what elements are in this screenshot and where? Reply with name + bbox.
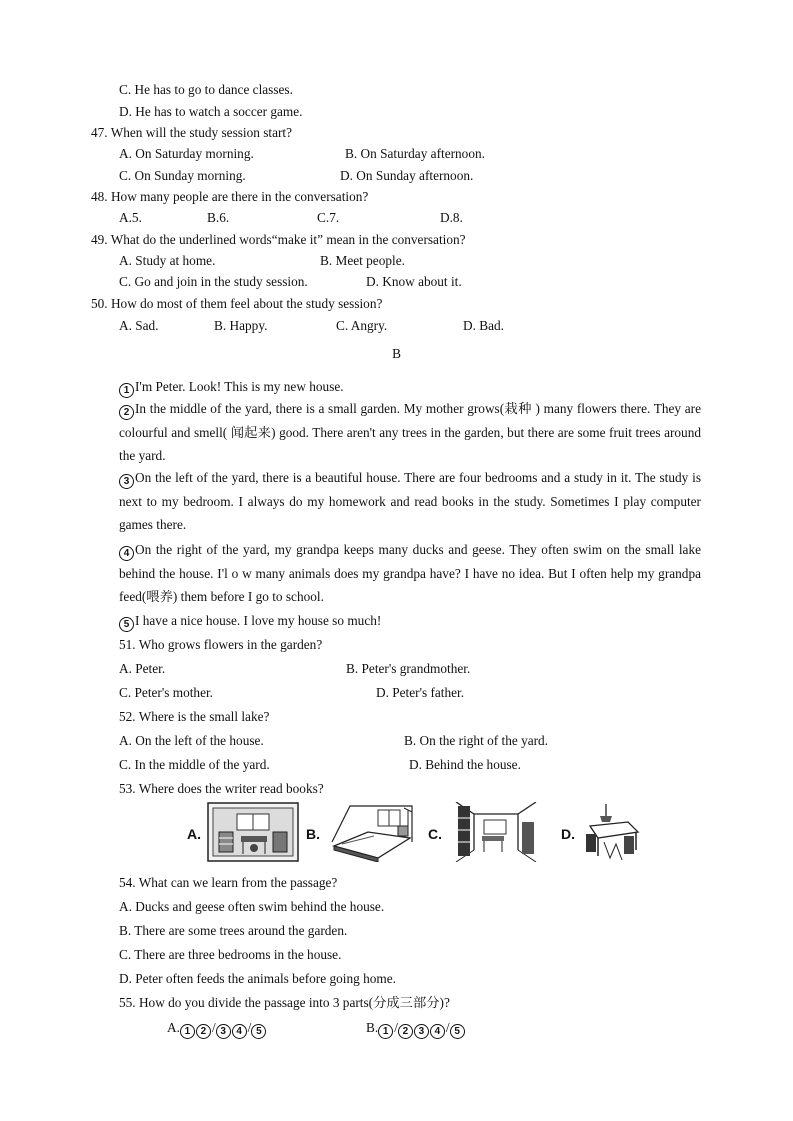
q50-stem: 50. How do most of them feel about the study session? [91,296,383,311]
q46-option-d: D. He has to watch a soccer game. [119,104,303,119]
q51-option-b: B. Peter's grandmother. [346,661,471,676]
passage-paragraph-2: 2 In the middle of the yard, there is a small garden. My mother grows(栽种 ) many flowers there. They are colourful and smell( 闻起来) good. There aren't any trees in the garden, but there are some fruit trees around the yard. [119,401,701,463]
paragraph-number-4: 4 [119,546,134,561]
q49-option-c: C. Go and join in the study session. [119,274,308,289]
q48-option-a: A.5. [119,210,142,225]
q51-option-a: A. Peter. [119,661,166,676]
q52-option-d: D. Behind the house. [409,757,521,772]
section-b-heading: B [392,346,401,361]
q51-stem: 51. Who grows flowers in the garden? [119,637,323,652]
q53-stem: 53. Where does the writer read books? [119,781,324,796]
q52-stem: 52. Where is the small lake? [119,709,270,724]
q51-option-c: C. Peter's mother. [119,685,213,700]
q47-option-d: D. On Sunday afternoon. [340,168,474,183]
q47-option-c: C. On Sunday morning. [119,168,246,183]
q55-option-b: B. 1 / 2 3 4 / 5 [366,1020,466,1039]
q53-label-b: B. [306,826,320,842]
q53-label-c: C. [428,826,442,842]
q54-option-c: C. There are three bedrooms in the house. [119,947,342,962]
q50-option-a: A. Sad. [119,318,159,333]
q52-option-c: C. In the middle of the yard. [119,757,270,772]
q54-stem: 54. What can we learn from the passage? [119,875,338,890]
q48-stem: 48. How many people are there in the conversation? [91,189,369,204]
q49-option-b: B. Meet people. [320,253,405,268]
q47-option-a: A. On Saturday morning. [119,146,254,161]
q50-option-d: D. Bad. [463,318,504,333]
q47-stem: 47. When will the study session start? [91,125,293,140]
paragraph-number-3: 3 [119,474,134,489]
passage-paragraph-3: 3 On the left of the yard, there is a beautiful house. There are four bedrooms and a study in it. The study is next to my bedroom. I always do my homework and read books in the study. Sometimes I play computer games there. [119,470,701,532]
q51-option-d: D. Peter's father. [376,685,465,700]
q49-option-d: D. Know about it. [366,274,462,289]
q49-option-a: A. Study at home. [119,253,216,268]
q54-option-d: D. Peter often feeds the animals before going home. [119,971,396,986]
q53-label-a: A. [187,826,201,842]
q48-option-c: C.7. [317,210,340,225]
passage-paragraph-1: 1 I'm Peter. Look! This is my new house. [91,375,701,399]
q47-option-b: B. On Saturday afternoon. [345,146,485,161]
q46-option-c: C. He has to go to dance classes. [119,82,293,97]
study-corner-picture [454,802,538,862]
bedroom-picture [328,802,416,862]
q49-stem: 49. What do the underlined words“make it” mean in the conversation? [91,232,466,247]
study-room-picture [207,802,299,862]
q55-option-a: A. 1 2 / 3 4 / 5 [167,1020,267,1039]
passage-paragraph-4: 4 On the right of the yard, my grandpa keeps many ducks and geese. They often swim on the small lake behind the house. I'l o w many animals does my grandpa have? I have no idea. But I often help my grandpa feed(喂养) them before I go to school. [119,542,701,604]
q52-option-b: B. On the right of the yard. [404,733,549,748]
dining-table-picture [584,802,640,862]
q48-option-b: B.6. [207,210,230,225]
paragraph-number-2: 2 [119,405,134,420]
q50-option-c: C. Angry. [336,318,388,333]
q50-option-b: B. Happy. [214,318,268,333]
q54-option-b: B. There are some trees around the garden. [119,923,348,938]
q55-stem: 55. How do you divide the passage into 3 parts(分成三部分)? [119,995,450,1010]
passage-paragraph-5: 5 I have a nice house. I love my house so much! [91,609,701,633]
q54-option-a: A. Ducks and geese often swim behind the house. [119,899,385,914]
q52-option-a: A. On the left of the house. [119,733,264,748]
paragraph-number-5: 5 [119,617,134,632]
paragraph-number-1: 1 [119,383,134,398]
q48-option-d: D.8. [440,210,463,225]
q53-label-d: D. [561,826,575,842]
